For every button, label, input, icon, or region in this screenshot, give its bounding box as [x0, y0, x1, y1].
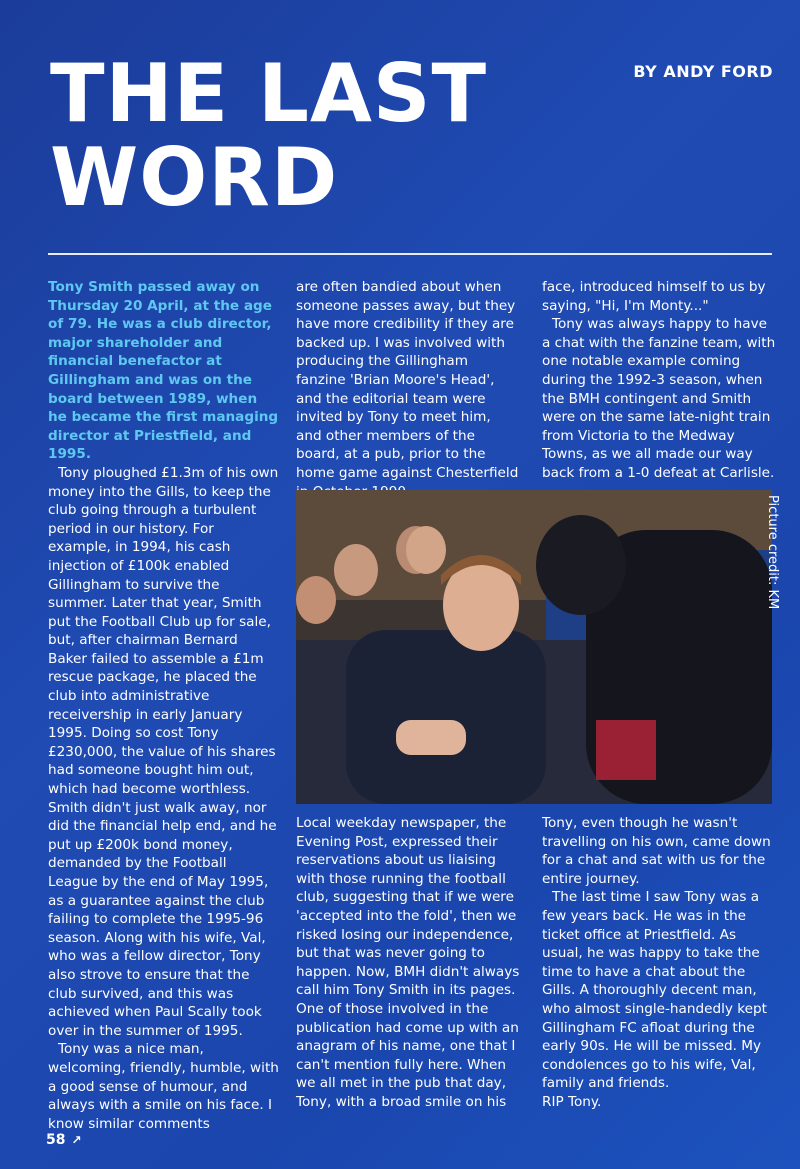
body-paragraph: Tony, even though he wasn't travelling on his own, came down for a chat and sat with us for the entire journey.	[542, 815, 771, 887]
body-paragraph: Local weekday newspaper, the Evening Post, expressed their reservations about us liaising with those running the football club, suggesting that if we were 'accepted into the fold', then we risked losing our independence, but that was never going to happen. Now, BMH didn't always call him Tony Smith in its pages. One of those involved in the publication had come up with an anagram of his name, one that I can't mention fully here. When we all met in the pub that day, Tony, with a broad smile on his	[296, 815, 520, 1110]
lead-paragraph: Tony Smith passed away on Thursday 20 April, at the age of 79. He was a club director, major shareholder and financial benefactor at Gillingham and was on the board between 1989, when he became the first managing director at Priestfield, and 1995.	[48, 279, 279, 463]
article-photo	[296, 490, 772, 804]
article-column-1	[48, 278, 280, 1133]
page-number-text: 58	[46, 1132, 66, 1148]
title-line-2: WORD	[50, 131, 339, 224]
article-title	[50, 47, 488, 224]
article-column-3-bottom	[542, 814, 776, 1112]
body-paragraph: face, introduced himself to us by saying, "Hi, I'm Monty..."	[542, 279, 766, 314]
sign-off: RIP Tony.	[542, 1093, 602, 1110]
body-paragraph: Tony was always happy to have a chat with the fanzine team, with one notable example coming during the 1992-3 season, when the BMH contingent and Smith were on the same late-night train from Victoria to the Medway Towns, as we all made our way back from a 1-0 defeat at Carlisle.	[542, 316, 776, 481]
photo-illustration	[296, 490, 772, 804]
page-number	[46, 1132, 82, 1148]
title-line-1: THE LAST	[50, 47, 488, 140]
title-divider	[48, 253, 772, 255]
body-paragraph: are often bandied about when someone passes away, but they have more credibility if they are backed up. I was involved with producing the Gillingham fanzine 'Brian Moore's Head', and the editorial team were invited by Tony to meet him, and other members of the board, at a pub, prior to the home game against Chesterfield	[296, 279, 519, 481]
article-column-2-top	[296, 278, 520, 501]
body-paragraph: The last time I saw Tony was a few years back. He was in the ticket office at Priestfield. As usual, he was happy to take the time to have a chat about the Gills. A thoroughly decent man, who almost single-handedly kept Gillingham FC afloat during the early 90s. He will be missed. My condolences go to his wife, Val, family and friends.	[542, 889, 767, 1092]
folio-arrow-icon: ↗	[71, 1133, 82, 1147]
body-paragraph: Tony was a nice man, welcoming, friendly, humble, with a good sense of humour, and always with a smile on his face. I know similar comments	[48, 1041, 279, 1132]
body-paragraph: Tony ploughed £1.3m of his own money into the Gills, to keep the club going through a turbulent period in our history. For example, in 1994, his cash injection of £100k enabled Gillingham to survive the summer. Later that year, Smith put the Football Club up for sale, but, after chairman Bernard Baker failed to assemble a £1m rescue package, he placed the club into administrative receivership in early January 1995. Doing so cost Tony £230,000, the value of his shares had someone bought him out, which had become worthless. Smith didn't just walk away, nor did the financial help end, and he put up £200k bond money, demanded by the Football League by the end of May 1995, as a guarantee against the club failing to complete the 1995-96 season. Along with his wife, Val, who was a fellow director, Tony also strove to ensure that the club survived, and this was achieved when Paul Scally took over in the summer of 1995.	[48, 464, 279, 1039]
article-column-2-bottom	[296, 814, 526, 1112]
article-column-3-top	[542, 278, 776, 483]
byline: BY ANDY FORD	[633, 62, 773, 81]
photo-credit: Picture credit: KM	[765, 495, 780, 610]
